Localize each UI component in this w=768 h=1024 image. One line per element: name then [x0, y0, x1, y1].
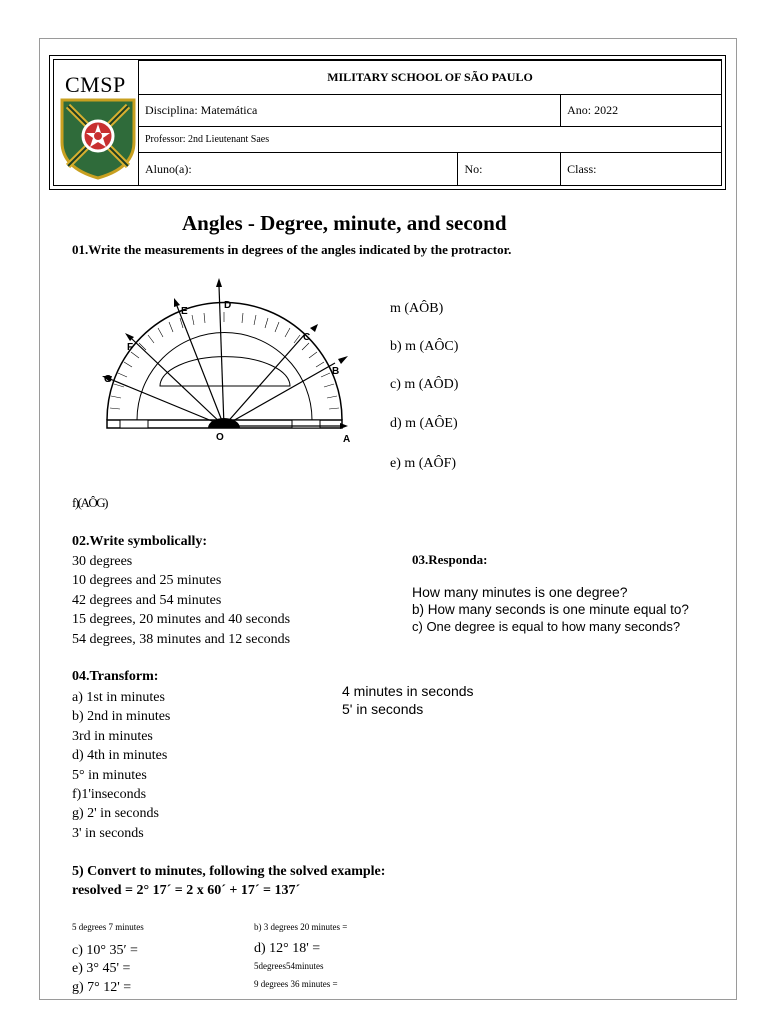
q4-right-item-1: 4 minutes in seconds: [342, 683, 474, 699]
q3-item-1: How many minutes is one degree?: [412, 584, 628, 600]
q4-item-4: d) 4th in minutes: [72, 748, 168, 763]
professor-field: Professor: 2nd Lieutenant Saes: [139, 127, 722, 153]
protractor-label-c: C: [303, 332, 311, 343]
q5-item-d: d) 12° 18' =: [254, 941, 321, 956]
year-field: Ano: 2022: [561, 95, 722, 127]
protractor-label-e: E: [181, 306, 188, 317]
school-crest-icon: [58, 96, 138, 180]
q3-title: 03.Responda:: [412, 552, 488, 567]
q1-item-3: c) m (AÔD): [390, 377, 459, 392]
q4-item-1: a) 1st in minutes: [72, 690, 165, 705]
q5-item-f: 5degrees54minutes: [254, 961, 324, 971]
school-name: MILITARY SCHOOL OF SÃO PAULO: [139, 61, 722, 95]
q2-item-1: 30 degrees: [72, 554, 133, 569]
protractor-label-o: O: [216, 432, 224, 443]
q2-title: 02.Write symbolically:: [72, 534, 208, 549]
q2-item-5: 54 degrees, 38 minutes and 12 seconds: [72, 632, 291, 647]
q5-item-h: 9 degrees 36 minutes =: [254, 979, 338, 989]
protractor-label-f: F: [127, 342, 134, 353]
q4-right-item-2: 5' in seconds: [342, 701, 424, 717]
q4-title: 04.Transform:: [72, 669, 159, 684]
q5-item-b: b) 3 degrees 20 minutes =: [254, 922, 348, 932]
q1-item-1: m (AÔB): [390, 301, 444, 316]
q2-item-2: 10 degrees and 25 minutes: [72, 573, 222, 588]
class-field: Class:: [561, 153, 722, 186]
q5-item-c: c) 10° 35′ =: [72, 943, 138, 958]
q1-item-4: d) m (AÔE): [390, 416, 458, 431]
protractor-label-g: G: [104, 374, 112, 385]
q4-item-6: f)1'inseconds: [72, 787, 147, 802]
q3-item-2: b) How many seconds is one minute equal to?: [412, 602, 689, 617]
q5-title: 5) Convert to minutes, following the solved example:: [72, 864, 386, 879]
q4-item-2: b) 2nd in minutes: [72, 709, 171, 724]
q4-item-8: 3' in seconds: [72, 826, 144, 841]
protractor-label-a: A: [343, 434, 351, 445]
q4-item-3: 3rd in minutes: [72, 729, 153, 744]
q5-item-a: 5 degrees 7 minutes: [72, 922, 144, 932]
q2-item-3: 42 degrees and 54 minutes: [72, 593, 222, 608]
q2-item-4: 15 degrees, 20 minutes and 40 seconds: [72, 612, 291, 627]
discipline-field: Disciplina: Matemática: [139, 95, 561, 127]
header-table: [138, 60, 722, 186]
protractor-label-b: B: [332, 366, 340, 377]
logo-text: CMSP: [65, 72, 126, 97]
protractor-label-d: D: [224, 300, 232, 311]
student-field: Aluno(a):: [139, 153, 458, 186]
q1-item-2: b) m (AÔC): [390, 339, 459, 354]
q4-item-7: g) 2' in seconds: [72, 806, 159, 821]
q1-item-5: e) m (AÔF): [390, 456, 457, 471]
q5-item-e: e) 3° 45' =: [72, 961, 131, 976]
q1-prompt: 01.Write the measurements in degrees of the angles indicated by the protractor.: [72, 242, 512, 257]
page-title: Angles - Degree, minute, and second: [182, 211, 507, 235]
q4-item-5: 5° in minutes: [72, 768, 147, 783]
q3-item-3: c) One degree is equal to how many seconds?: [412, 619, 681, 634]
protractor-diagram: [80, 276, 360, 448]
q5-example: resolved = 2° 17´ = 2 x 60´ + 17´ = 137´: [72, 883, 301, 898]
q1-item-6: f)(AÔG): [72, 495, 107, 510]
number-field: No:: [458, 153, 561, 186]
q5-item-g: g) 7° 12' =: [72, 980, 132, 995]
